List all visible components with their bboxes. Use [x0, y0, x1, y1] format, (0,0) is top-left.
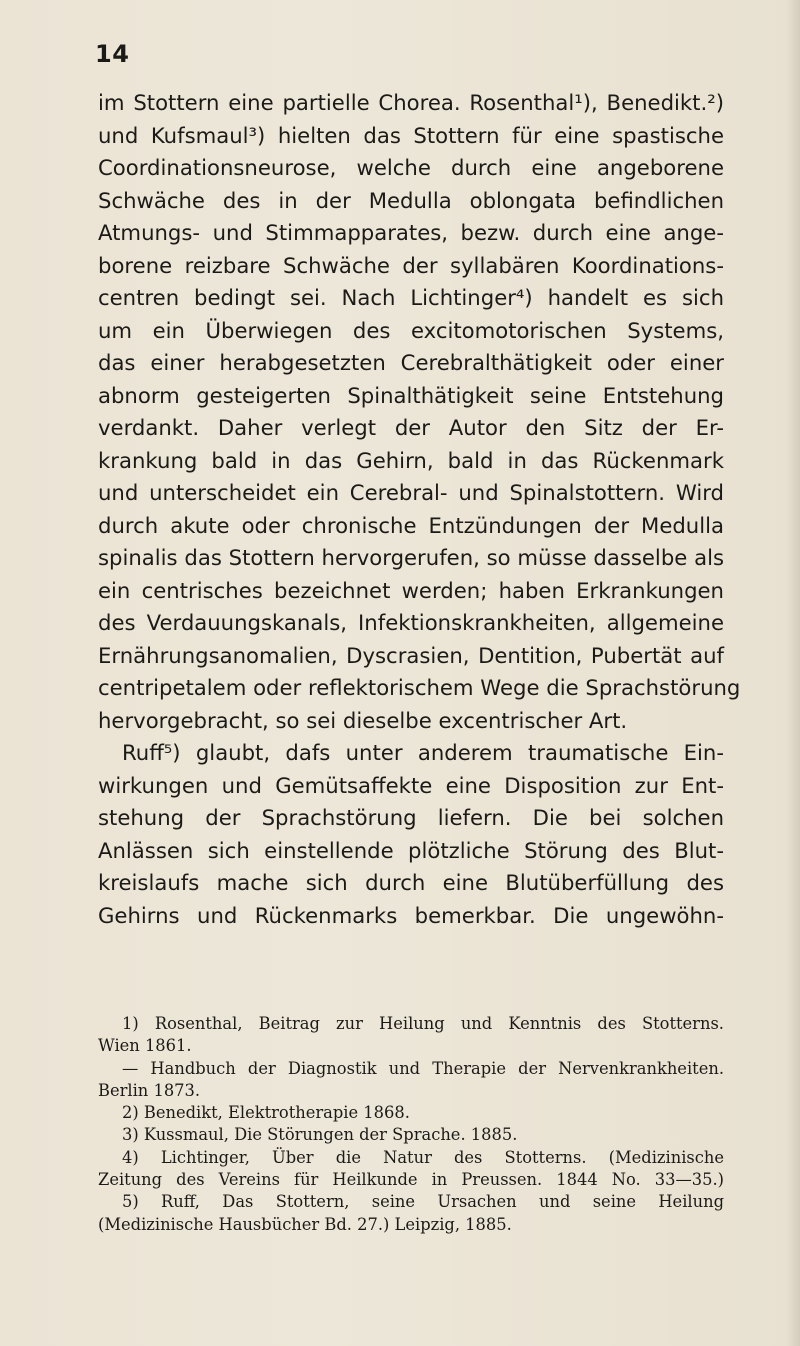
text-line: verdankt. Daher verlegt der Autor den Sitz der Er- — [98, 415, 724, 440]
text-line: Ernährungsanomalien, Dyscrasien, Dentition, Pubertät auf — [98, 642, 724, 668]
footnote-line: — Handbuch der Diagnostik und Therapie der Nervenkrankheiten. — [122, 1058, 724, 1078]
text-line: durch akute oder chronische Entzündungen der Medulla — [98, 512, 724, 538]
text-line: um ein Überwiegen des excitomotorischen Systems, — [98, 317, 724, 343]
text-line: im Stottern eine partielle Chorea. Rosenthal¹), Benedikt.²) — [98, 90, 724, 115]
footnote-line: 2) Benedikt, Elektrotherapie 1868. — [122, 1103, 410, 1123]
text-line: krankung bald in das Gehirn, bald in das Rückenmark — [98, 447, 724, 473]
text-line: und unterscheidet ein Cerebral- und Spinalstottern. Wird — [98, 480, 724, 505]
text-line: das einer herabgesetzten Cerebralthätigkeit oder einer — [98, 350, 724, 375]
text-line: Atmungs- und Stimmapparates, bezw. durch eine ange- — [98, 220, 724, 245]
text-line: ein centrisches bezeichnet werden; haben Erkrankungen — [98, 577, 724, 603]
text-line: borene reizbare Schwäche der syllabären Koordinations- — [98, 252, 724, 278]
page-edge-shadow — [786, 0, 800, 1346]
text-line: Coordinationsneurose, welche durch eine angeborene — [98, 155, 724, 180]
text-line: centripetalem oder reflektorischem Wege die Sprachstörung — [98, 675, 741, 700]
footnote-line: 5) Ruff, Das Stottern, seine Ursachen und seine Heilung — [122, 1192, 724, 1212]
text-line: Anlässen sich einstellende plötzliche Störung des Blut- — [98, 837, 724, 863]
text-line: spinalis das Stottern hervorgerufen, so müsse dasselbe als — [98, 545, 724, 570]
text-line: Ruff⁵) glaubt, dafs unter anderem traumatische Ein- — [122, 740, 724, 765]
text-line: Schwäche des in der Medulla oblongata befindlichen — [98, 187, 724, 213]
footnote-line: Berlin 1873. — [98, 1080, 201, 1100]
footnote-line: 3) Kussmaul, Die Störungen der Sprache. 1885. — [122, 1125, 518, 1145]
text-line: centren bedingt sei. Nach Lichtinger⁴) handelt es sich — [98, 285, 724, 310]
text-line: abnorm gesteigerten Spinalthätigkeit seine Entstehung — [98, 382, 724, 408]
footnote-line: Wien 1861. — [98, 1036, 192, 1056]
text-line: Gehirns und Rückenmarks bemerkbar. Die ungewöhn- — [98, 902, 724, 928]
footnotes — [98, 1013, 724, 1236]
text-line: kreislaufs mache sich durch eine Blutüberfüllung des — [98, 870, 724, 895]
text-line: hervorgebracht, so sei dieselbe excentrischer Art. — [98, 707, 628, 733]
footnote-line: 1) Rosenthal, Beitrag zur Heilung und Kenntnis des Stotterns. — [122, 1014, 724, 1033]
main-text — [98, 87, 741, 932]
text-line: des Verdauungskanals, Infektionskrankheiten, allgemeine — [98, 610, 724, 635]
text-line: stehung der Sprachstörung liefern. Die bei solchen — [98, 805, 724, 830]
footnote-line: (Medizinische Hausbücher Bd. 27.) Leipzig, 1885. — [98, 1214, 512, 1234]
footnote-line: 4) Lichtinger, Über die Natur des Stotterns. (Medizinische — [122, 1147, 724, 1167]
footnote-line: Zeitung des Vereins für Heilkunde in Preussen. 1844 No. 33—35.) — [98, 1170, 724, 1190]
text-line: und Kufsmaul³) hielten das Stottern für eine spastische — [98, 122, 724, 148]
page-number: 14 — [95, 40, 130, 68]
text-line: wirkungen und Gemütsaffekte eine Disposition zur Ent- — [98, 772, 724, 798]
